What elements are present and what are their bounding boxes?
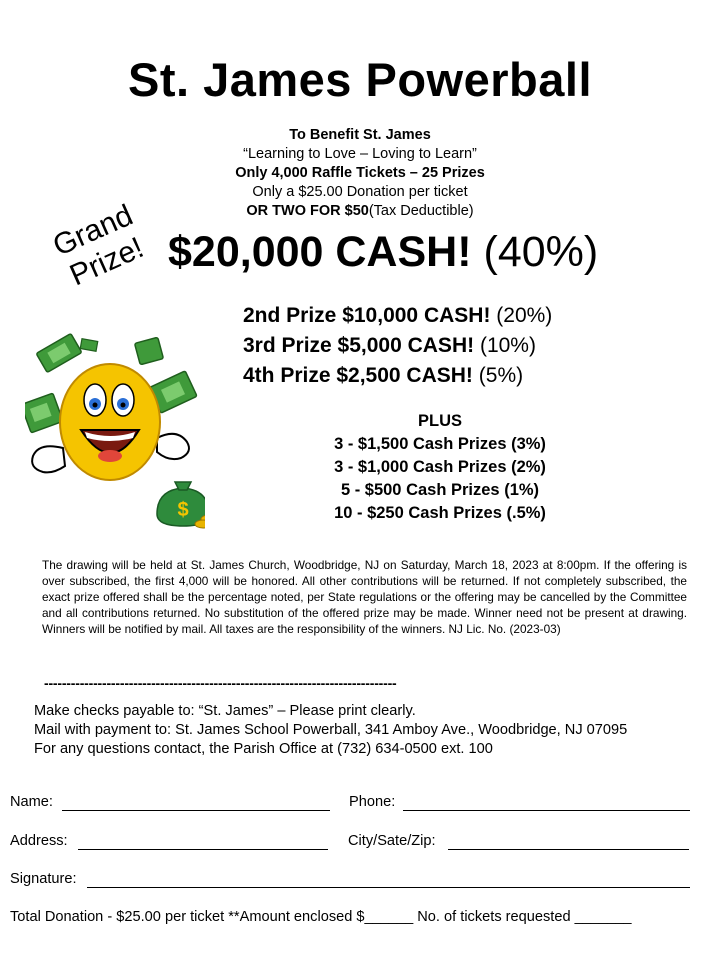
fine-print: The drawing will be held at St. James Church, Woodbridge, NJ on Saturday, March 18, 2023 at 8:00pm. If the offering is over subscribed, the first 4,000 will be honored. All other contributions will be returned. If not completely subscribed, the exact prize offered shall be the percentage noted, per State regulations or the offering may be cancelled by the Committee and all contributions returned. No substitution of the offered prize may be made. Winner need not be present at drawing. Winners will be notified by mail. All taxes are the responsibility of the winners. NJ Lic. No. (2023-03) [42,558,687,636]
prize-2nd-pct: (20%) [496,304,553,327]
tax-deductible: (Tax Deductible) [368,203,474,219]
tickets-line: Only 4,000 Raffle Tickets – 25 Prizes [235,165,485,181]
plus-item: 5 - $500 Cash Prizes (1%) [340,481,540,499]
grand-prize [168,228,598,277]
prize-3rd-label: 3rd Prize $5,000 CASH! [243,334,475,357]
name-field[interactable] [62,810,330,811]
signature-label: Signature: [10,871,77,887]
prize-4th-label: 4th Prize $2,500 CASH! [243,364,473,387]
address-label: Address: [10,833,68,849]
plus-heading: PLUS [417,412,462,430]
benefit-line: To Benefit St. James [289,127,431,143]
phone-field[interactable] [403,810,690,811]
address-field[interactable] [78,849,328,850]
name-label: Name: [10,794,53,810]
left-hand-icon [32,446,65,472]
city-state-zip-label: City/Sate/Zip: [348,833,436,849]
contact-line: For any questions contact, the Parish Office at (732) 634-0500 ext. 100 [34,741,493,757]
prize-list [243,301,552,391]
two-for-bold: OR TWO FOR $50 [246,203,369,219]
money-bill-icon [135,337,164,364]
total-donation-line: Total Donation - $25.00 per ticket **Amount enclosed $______ No. of tickets requested _______ [10,909,632,925]
money-bill-icon [25,393,63,433]
grand-prize-label: Grand Prize! [48,198,149,293]
money-bill-icon [80,339,97,352]
plus-prizes [230,410,650,525]
prize-3rd-pct: (10%) [479,334,536,357]
prize-4th-pct: (5%) [478,364,524,387]
right-hand-icon [157,434,189,459]
city-state-zip-field[interactable] [448,849,689,850]
plus-item: 3 - $1,500 Cash Prizes (3%) [334,435,546,453]
money-smiley-illustration [25,330,205,530]
plus-item: 10 - $250 Cash Prizes (.5%) [334,504,546,522]
grand-prize-pct: (40%) [483,228,599,276]
phone-label: Phone: [349,794,396,810]
money-bill-icon [36,333,82,372]
donation-line: Only a $25.00 Donation per ticket [252,184,468,200]
prize-2nd-label: 2nd Prize $10,000 CASH! [243,304,491,327]
mail-instructions [34,702,627,759]
money-bag-icon [157,482,205,528]
cut-line-divider: ------------------------------------------------------------------------------- [44,675,397,691]
plus-item: 3 - $1,000 Cash Prizes (2%) [334,458,546,476]
payable-line: Make checks payable to: “St. James” – Please print clearly. [34,703,416,719]
motto-line: “Learning to Love – Loving to Learn” [243,146,477,162]
svg-text:$: $ [177,499,189,521]
grand-prize-amount: $20,000 CASH! [168,228,472,276]
prize-3rd [243,331,552,361]
signature-field[interactable] [87,887,690,888]
prize-4th [243,361,552,391]
smiley-face-icon [60,364,160,480]
mail-address-line: Mail with payment to: St. James School Powerball, 341 Amboy Ave., Woodbridge, NJ 07095 [34,722,628,738]
prize-2nd [243,301,552,331]
page-title: St. James Powerball [127,53,593,106]
